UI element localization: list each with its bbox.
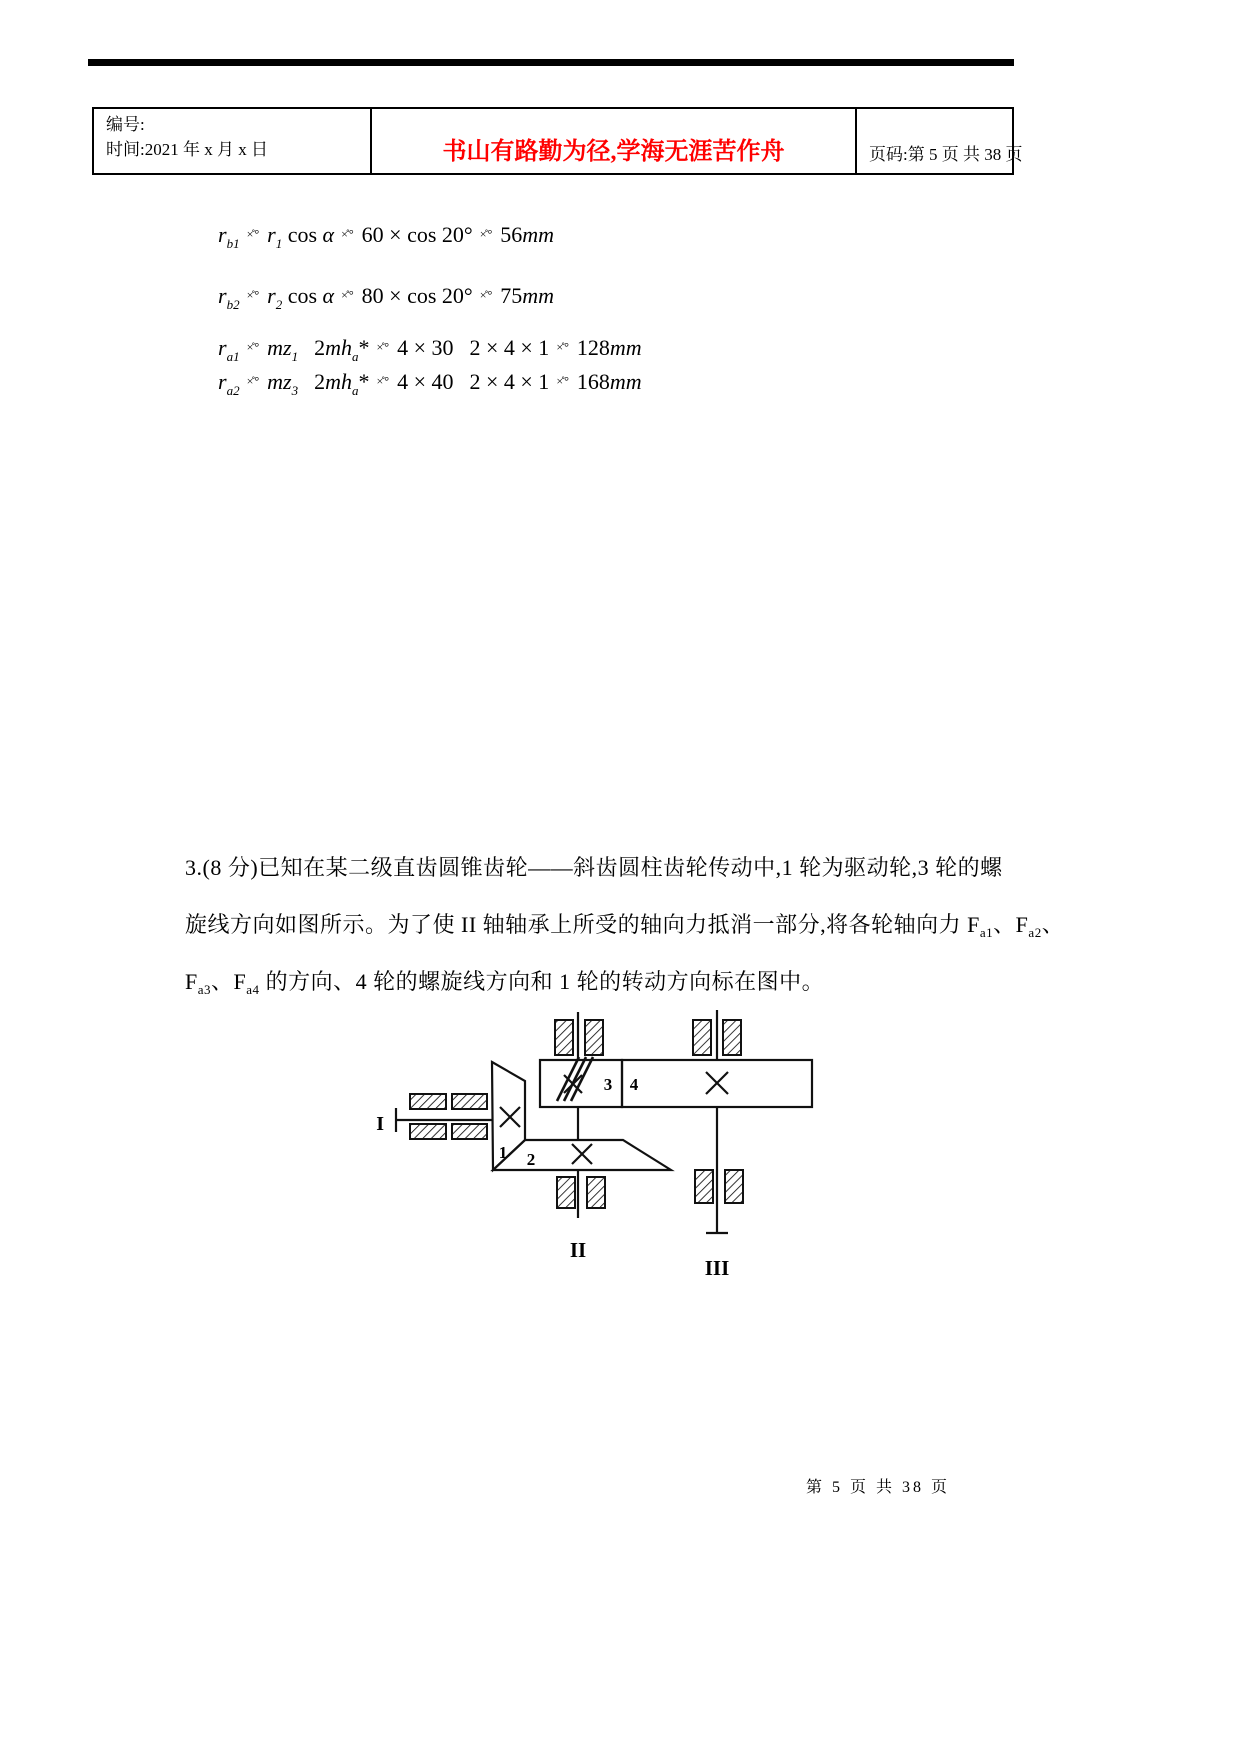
gear-3-helix-lines (557, 1057, 593, 1101)
shaft-ii-bearings (555, 1020, 605, 1208)
doc-number-label: 编号: (106, 115, 145, 134)
header-cell-meta (94, 109, 370, 173)
page-number-value: 第 5 页 共 38 页 (907, 145, 1023, 164)
gear-1-label: 1 (498, 1143, 508, 1162)
top-divider-rule (88, 59, 1014, 66)
question-line-2: 旋线方向如图所示。为了使 II 轴轴承上所受的轴向力抵消一部分,将各轮轴向力 $F_{a1}$、$F_{a2}$、 (185, 912, 1065, 940)
shaft-ii-label: II (569, 1238, 587, 1262)
gear-4-label: 4 (629, 1075, 639, 1094)
header-cell-page (855, 109, 1022, 173)
shaft-i-label: I (376, 1113, 384, 1135)
shaft-i-bearings (410, 1094, 487, 1139)
gear-train-diagram (350, 990, 830, 1300)
doc-date-line (106, 137, 370, 162)
header-motto: 书山有路勤为径,学海无涯苦作舟 (442, 139, 785, 165)
formula-rb1: $r_{b1}\times̊^\circ$ $r_1$ cos α ×̊° 60 × cos 20° ×̊° 56mm (218, 222, 555, 251)
gear-2-label: 2 (526, 1150, 536, 1169)
footer-page-number: 第 5 页 共 38 页 (806, 1479, 951, 1496)
gear-4-cross-mark (706, 1072, 728, 1094)
doc-date-value: 2021 年 x 月 x 日 (144, 140, 268, 159)
doc-date-label: 时间: (106, 140, 145, 159)
page-number-label: 页码: (869, 145, 908, 164)
shaft-iii-label: III (704, 1256, 730, 1280)
gear-2-cross-mark (572, 1144, 592, 1164)
formula-ra1: $r_{a1}\times̊^\circ$ $mz_1$ $2mh_a*$ ×̊° 4 × 30 2 × 4 × 1 ×̊° 128mm (218, 335, 642, 364)
gear-4 (622, 1060, 812, 1107)
gear-1-cross-mark (500, 1107, 520, 1127)
question-line-3: $F_{a3}$、$F_{a4}$ 的方向、4 轮的螺旋线方向和 1 轮的转动方向标在图中。 (185, 969, 825, 997)
gear-3-label: 3 (603, 1075, 613, 1094)
question-line-1: 3.(8 分)已知在某二级直齿圆锥齿轮——斜齿圆柱齿轮传动中,1 轮为驱动轮,3 轮的螺 (185, 855, 1003, 880)
header-table (92, 107, 1023, 175)
gear-1 (492, 1062, 525, 1170)
header-cell-motto (370, 109, 855, 173)
gear-2 (493, 1140, 671, 1170)
formula-rb2: $r_{b2}\times̊^\circ$ $r_2$ cos α ×̊° 80 × cos 20° ×̊° 75mm (218, 283, 555, 312)
formula-ra2: $r_{a2}\times̊^\circ$ $mz_3$ $2mh_a*$ ×̊° 4 × 40 2 × 4 × 1 ×̊° 168mm (218, 369, 642, 398)
